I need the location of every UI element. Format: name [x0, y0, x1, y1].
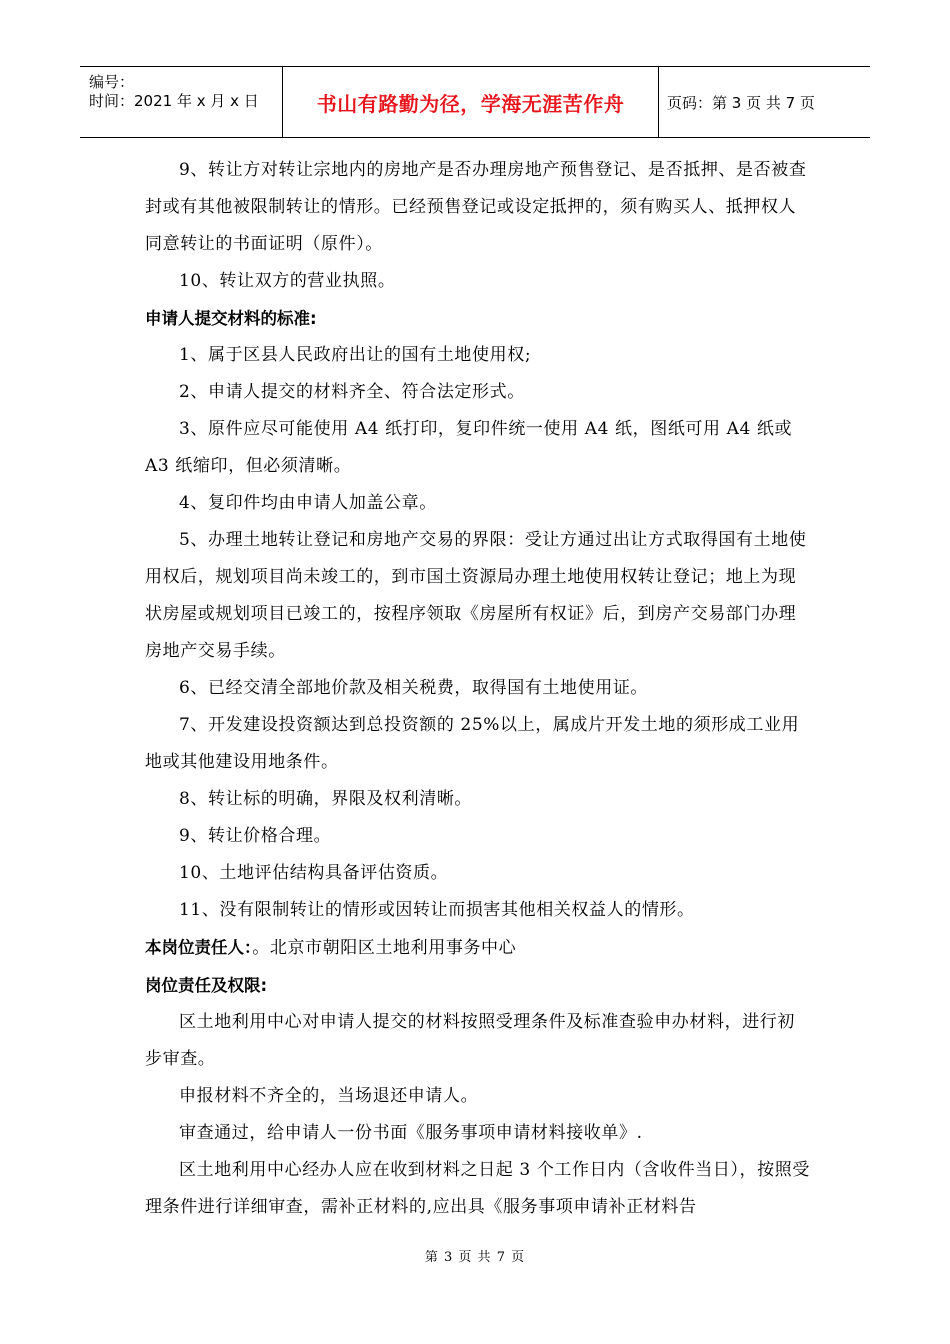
header-meta [80, 67, 283, 137]
section-heading-responsible [145, 929, 810, 967]
standard-item-4: 4、复印件均由申请人加盖公章。 [179, 493, 437, 513]
standard-item-7: 7、开发建设投资额达到总投资额的 25%以上，属成片开发土地的须形成工业用地或其他建设用地条件。 [145, 715, 800, 772]
duty-paragraph-4: 区土地利用中心经办人应在收到材料之日起 3 个工作日内（含收件当日），按照受理条件进行详细审查，需补正材料的,应出具《服务事项申请补正材料告 [145, 1160, 810, 1217]
responsible-label: 本岗位责任人： [145, 938, 253, 957]
standard-item-3: 3、原件应尽可能使用 A4 纸打印，复印件统一使用 A4 纸，图纸可用 A4 纸或 A3 纸缩印，但必须清晰。 [145, 419, 793, 476]
document-body [145, 152, 810, 1226]
paragraph-item-9: 9、转让方对转让宗地内的房地产是否办理房地产预售登记、是否抵押、是否被查封或有其他被限制转让的情形。已经预售登记或设定抵押的，须有购买人、抵押权人同意转让的书面证明（原件）。 [145, 160, 807, 254]
section-heading-duties: 岗位责任及权限: [145, 976, 268, 995]
standard-item-11: 11、没有限制转让的情形或因转让而损害其他相关权益人的情形。 [179, 900, 695, 920]
standard-item-5: 5、办理土地转让登记和房地产交易的界限：受让方通过出让方式取得国有土地使用权后，规划项目尚未竣工的，到市国土资源局办理土地使用权转让登记；地上为现状房屋或规划项目已竣工的，按程序领取《房屋所有权证》后，到房产交易部门办理房地产交易手续。 [145, 530, 807, 661]
standard-item-6: 6、已经交清全部地价款及相关税费，取得国有土地使用证。 [179, 678, 649, 698]
standard-item-10: 10、土地评估结构具备评估资质。 [179, 863, 449, 883]
page-header [80, 66, 870, 138]
standard-item-1: 1、属于区县人民政府出让的国有土地使用权; [179, 345, 532, 365]
time-label: 时间：2021 年 x 月 x 日 [89, 92, 259, 110]
paragraph-item-10: 10、转让双方的营业执照。 [179, 271, 396, 291]
standard-item-8: 8、转让标的明确，界限及权利清晰。 [179, 789, 473, 809]
duty-paragraph-3: 审查通过，给申请人一份书面《服务事项申请材料接收单》. [179, 1123, 643, 1143]
duty-paragraph-2: 申报材料不齐全的，当场退还申请人。 [179, 1086, 479, 1106]
standard-item-2: 2、申请人提交的材料齐全、符合法定形式。 [179, 382, 525, 402]
standard-item-9: 9、转让价格合理。 [179, 826, 332, 846]
number-label: 编号： [89, 73, 135, 91]
duty-paragraph-1: 区土地利用中心对申请人提交的材料按照受理条件及标准查验申办材料，进行初步审查。 [145, 1012, 795, 1069]
section-heading-standards: 申请人提交材料的标准: [145, 309, 317, 328]
page-footer: 第 3 页 共 7 页 [424, 1250, 526, 1265]
responsible-value: 。北京市朝阳区土地利用事务中心 [252, 938, 517, 958]
header-page-label: 页码：第 3 页 共 7 页 [667, 93, 815, 112]
header-motto: 书山有路勤为径，学海无涯苦作舟 [283, 67, 659, 137]
